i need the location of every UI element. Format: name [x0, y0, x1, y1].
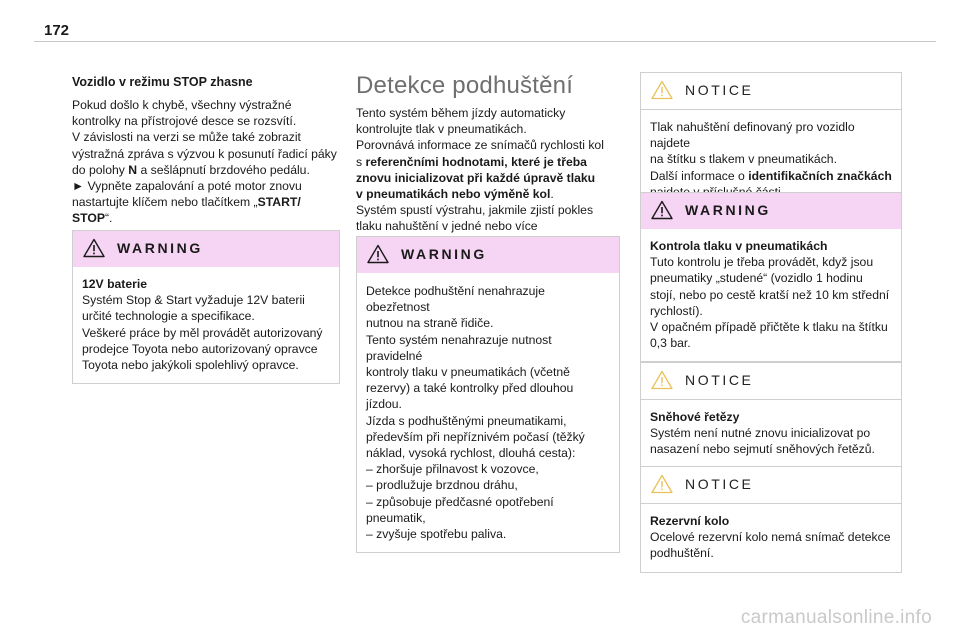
text-line: nasazení nebo sejmutí sněhových řetězů. — [650, 442, 875, 457]
text-run-bold: v pneumatikách nebo výměně kol — [356, 187, 551, 202]
text-line: Tlak nahuštění definovaný pro vozidlo najdete — [650, 120, 855, 151]
text-line: pneumatiky „studené“ (vozidlo 1 hodinu — [650, 271, 863, 286]
text-line: Jízda s podhuštěnými pneumatikami, — [366, 413, 567, 428]
warning-label: WARNING — [401, 246, 487, 262]
section-title-underinflation: Detekce podhuštění — [356, 72, 574, 99]
text-run: do polohy — [72, 162, 129, 177]
notice-label: NOTICE — [685, 372, 754, 388]
text-line: výstražná zpráva s výzvou k posunutí řadicí páky — [72, 146, 337, 161]
text-run-bold: identifikačních značkách — [748, 168, 892, 183]
warning-triangle-icon — [651, 200, 673, 220]
text-line: nutnou na straně řidiče. — [366, 316, 494, 331]
warning-heading: Kontrola tlaku v pneumatikách — [650, 239, 828, 253]
notice-header — [641, 467, 901, 504]
warning-triangle-icon — [83, 238, 105, 258]
notice-box-snow-chains — [640, 362, 902, 469]
text-line: – způsobuje předčasné opotřebení — [366, 494, 554, 509]
warning-box-underinflation — [356, 236, 620, 553]
text-line: především při nepříznivém počasí (těžký — [366, 429, 585, 444]
text-line: Pokud došlo k chybě, všechny výstražné — [72, 98, 292, 112]
text-run: a sešlápnutí brzdového pedálu. — [137, 162, 310, 177]
notice-label: NOTICE — [685, 476, 754, 492]
section-title-stop: Vozidlo v režimu STOP zhasne — [72, 75, 253, 89]
text-line — [72, 210, 340, 226]
text-line: Systém není nutné znovu inicializovat po — [650, 426, 871, 441]
warning-body — [641, 229, 901, 361]
text-line: pneumatik, — [366, 510, 426, 525]
text-line: rychlostí). — [650, 303, 703, 318]
text-line: Porovnává informace ze snímačů rychlosti kol — [356, 138, 604, 153]
text-line: prodejce Toyota nebo autorizovaný opravce — [82, 341, 318, 356]
notice-heading: Rezervní kolo — [650, 514, 730, 528]
text-line: – zhoršuje přilnavost k vozovce, — [366, 462, 539, 477]
text-line: stojí, nebo po cestě kratší než 10 km střední — [650, 287, 890, 302]
notice-header — [641, 363, 901, 400]
notice-label: NOTICE — [685, 82, 754, 98]
top-rule — [34, 41, 936, 42]
warning-triangle-icon — [367, 244, 389, 264]
text-run: “. — [104, 211, 113, 226]
text-line: kontroly tlaku v pneumatikách (včetně — [366, 365, 570, 380]
notice-header — [641, 73, 901, 110]
text-line: Toyota nebo jakýkoli spolehlivý opravce. — [82, 358, 299, 373]
page-number: 172 — [44, 22, 70, 39]
text-run: . — [550, 187, 554, 202]
warning-header — [357, 237, 619, 273]
notice-triangle-icon — [651, 474, 673, 494]
notice-box-spare-wheel — [640, 466, 902, 573]
text-line: ► Vypněte zapalování a poté motor znovu — [72, 179, 302, 194]
warning-box-pressure-check — [640, 192, 902, 362]
warning-label: WARNING — [685, 202, 771, 218]
text-line: – prodlužuje brzdnou dráhu, — [366, 478, 518, 493]
notice-body — [641, 504, 901, 572]
text-line: Tento systém nenahrazuje nutnost pravidelné — [366, 332, 552, 363]
text-line — [356, 170, 620, 186]
text-line: 0,3 bar. — [650, 336, 691, 351]
notice-triangle-icon — [651, 370, 673, 390]
warning-header — [641, 193, 901, 229]
text-line — [356, 154, 620, 170]
text-line: náklad, vysoká rychlost, dlouhá cesta): — [366, 446, 576, 461]
text-run: nastartujte klíčem nebo tlačítkem „ — [72, 195, 258, 210]
notice-box-pressure-label — [640, 72, 902, 211]
text-line: podhuštění. — [650, 546, 714, 561]
text-run-bold: referenčními hodnotami, které je třeba — [365, 154, 587, 169]
text-line: Tento systém během jízdy automaticky — [356, 106, 566, 120]
warning-header — [73, 231, 339, 267]
text-line: V opačném případě přičtěte k tlaku na štítku — [650, 320, 888, 335]
text-line: kontrolujte tlak v pneumatikách. — [356, 122, 527, 137]
warning-body — [73, 267, 339, 383]
text-line: na štítku s tlakem v pneumatikách. — [650, 152, 837, 167]
text-line: – zvyšuje spotřebu paliva. — [366, 527, 507, 542]
text-run-bold: N — [128, 162, 138, 177]
text-run: Další informace o — [650, 168, 749, 183]
stop-text — [72, 97, 340, 227]
text-line — [72, 162, 340, 178]
text-run-bold: START/ — [257, 195, 301, 210]
watermark-text: carmanualsonline.info — [740, 607, 932, 628]
text-line: Systém spustí výstrahu, jakmile zjistí pokles — [356, 203, 594, 218]
text-line — [356, 186, 620, 202]
text-line: Ocelové rezervní kolo nemá snímač detekce — [650, 530, 891, 545]
text-line: kontrolky na přístrojové desce se rozsvítí. — [72, 114, 297, 129]
text-line: Detekce podhuštění nenahrazuje obezřetnost — [366, 284, 545, 315]
notice-triangle-icon — [651, 80, 673, 100]
text-run-bold: STOP — [72, 211, 105, 226]
text-line: rezervy) a také kontrolky před dlouhou jízdou. — [366, 381, 574, 412]
text-line: V závislosti na verzi se může také zobrazit — [72, 130, 301, 145]
text-run: s — [356, 154, 366, 169]
text-line: Systém Stop & Start vyžaduje 12V baterii — [82, 293, 305, 308]
warning-heading: 12V baterie — [82, 277, 148, 291]
warning-box-battery — [72, 230, 340, 384]
warning-label: WARNING — [117, 240, 203, 256]
text-line: Tuto kontrolu je třeba provádět, když jsou — [650, 255, 874, 270]
text-line — [650, 168, 892, 184]
notice-body — [641, 400, 901, 468]
notice-heading: Sněhové řetězy — [650, 410, 740, 424]
underinflation-text — [356, 105, 620, 251]
warning-body — [357, 273, 619, 552]
text-line: určité technologie a specifikace. — [82, 309, 255, 324]
text-line: Veškeré práce by měl provádět autorizovaný — [82, 325, 323, 340]
text-line: tlaku nahuštění v jedné nebo více — [356, 219, 538, 234]
text-run-bold: znovu inicializovat při každé úpravě tlaku — [356, 170, 596, 185]
text-line — [72, 194, 340, 210]
